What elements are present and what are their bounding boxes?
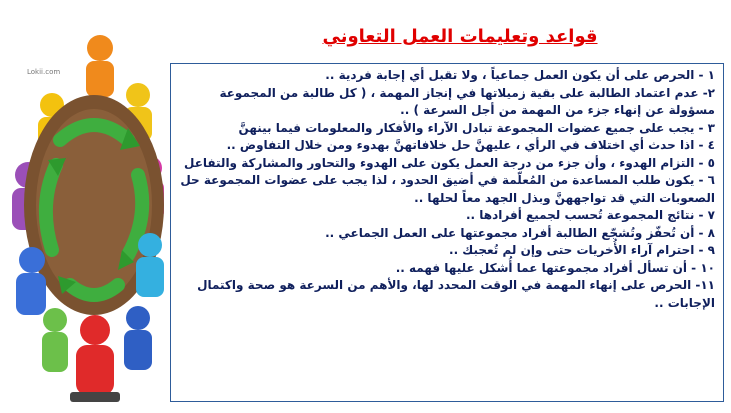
teamwork-round-table-illustration: [0, 0, 172, 409]
figure-orange: [86, 35, 114, 97]
rule-item: ٩ - احترام آراء الأُخريات حتى وإن لم تُعجبك ..: [449, 243, 715, 257]
figure-green-left: [42, 308, 68, 372]
rule-item: ٣ - يجب على جميع عضوات المجموعة تبادل الآراء والأفكار والمعلومات فيما بينهنَّ: [238, 120, 715, 135]
figure-cyan: [136, 233, 164, 297]
rules-list: [171, 64, 723, 312]
page-title: قواعد وتعليمات العمل التعاوني: [322, 26, 598, 47]
rule-item: ٧ - نتائج المجموعة تُحسب لجميع أفرادها ..: [466, 208, 715, 222]
rule-item: ٨ - أن تُحفّز وتُشجّع الطالبة أفراد مجموعتها على العمل الجماعي ..: [325, 225, 715, 240]
rule-item: ١٠ - أن تسأل أفراد مجموعتها عما أُشكل عليها فهمه ..: [395, 260, 715, 275]
watermark: Lokii.com: [27, 68, 61, 76]
figure-red: [76, 315, 114, 395]
rule-item: ٦ - يكون طلب المساعدة من المُعلّمة في أضيق الحدود ، لذا يجب على عضوات المجموعة حل الصعوبات التي قد تواجههنَّ وبذل الجهد معاً لحلها ..: [180, 173, 715, 205]
figure-blue-right: [124, 306, 152, 370]
rule-item: ١١- الحرص على إنهاء المهمة في الوقت المحدد لها، والأهم من السرعة هو صحة واكتمال الإجابات ..: [197, 278, 715, 310]
rules-panel: [170, 63, 724, 402]
rule-item: ٤ - اذا حدث أي اختلاف في الرأي ، عليهنَّ حل خلافاتهنَّ بهدوء ومن خلال التفاوض ..: [226, 138, 715, 152]
rule-item: ٢- عدم اعتماد الطالبة على بقية زميلاتها في إنجاز المهمة ، ( كل طالبة من المجموعة مسؤولة عن إنهاء جزء من المهمة من أجل السرعة ) ..: [219, 85, 715, 117]
figure-blue-left: [16, 247, 46, 315]
rule-item: ٥ - التزام الهدوء ، وأن جزء من درجة العمل يكون على الهدوء والتحاور والمشاركة والتفاعل: [183, 155, 715, 170]
rule-item: ١ - الحرص على أن يكون العمل جماعياً ، ولا تقبل أي إجابة فردية ..: [325, 68, 715, 82]
